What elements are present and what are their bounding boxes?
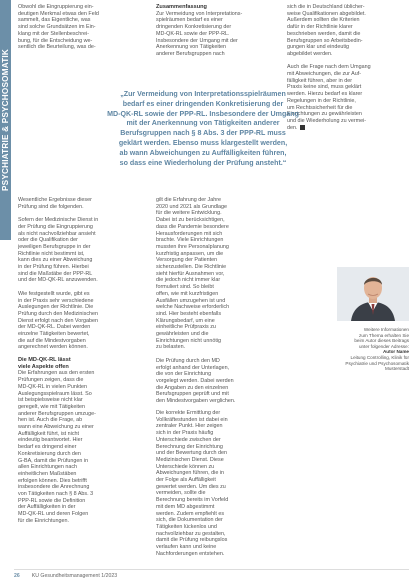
body-text-line: sentlich die Beurteilung, was de- — [18, 44, 96, 51]
body-text-line: dringenden Konkretisierung der — [156, 24, 232, 31]
body-text-line: um Rechtssicherheit für die — [287, 104, 353, 111]
body-text-line: Prüfung sind die folgenden. — [18, 203, 84, 210]
body-text-line: von Tätigkeiten nach § 8 Abs. 3 — [18, 491, 94, 498]
body-text-line: zentraler Punkt. Hier zeigen — [156, 423, 223, 430]
pull-quote — [58, 90, 348, 168]
column-2-top — [156, 4, 281, 58]
author-portrait-image — [337, 267, 409, 321]
body-text-line: spielräumen bedarf es einer — [156, 17, 223, 24]
body-text-line: vermeiden, sollte die — [156, 490, 206, 497]
section-subheading-2: viele Aspekte offen — [18, 363, 69, 370]
body-text-line: Richtlinie nicht bestimmt ist, — [18, 250, 85, 257]
body-text-line: Wesentliche Ergebnisse dieser — [18, 197, 92, 203]
publication-name: KU Gesundheitsmanagement 1/2023 — [31, 573, 118, 579]
body-text-line: MD-QK-RL sowie der PPP-RL. — [156, 30, 230, 37]
body-text-line: damit die Prüfung reibungslos — [156, 537, 228, 544]
body-text-line: eindeutig beantwortet. Hier — [18, 437, 83, 444]
body-text-line: sammelt, das Eigentliche, was — [18, 17, 91, 24]
body-text-line: die von der Einrichtung — [156, 371, 212, 378]
body-text-line: erfolgt anhand der Unterlagen, — [156, 364, 230, 371]
body-text-line: offen, wie mit kurzfristigen — [156, 290, 219, 297]
column-1-top — [18, 4, 143, 51]
body-text-line: Praxis keine sind, muss geklärt — [287, 84, 362, 91]
body-text-line: Medizinischen Dienst. Diese — [156, 456, 224, 463]
page-footer — [14, 569, 409, 582]
section-label: PSYCHIATRIE & PSYCHOSOMATIK — [1, 48, 10, 192]
body-text-line: mit dem MD abgestimmt — [156, 503, 215, 510]
body-text-line: bung, für die Entscheidung we- — [18, 37, 93, 44]
body-text-line: der MD-QK-RL. Dabei werden — [18, 324, 91, 331]
caption-line: Weitere Informationen — [363, 327, 409, 332]
pull-quote-line: geklärt werden. Ebenso muss klargestellt werden, — [118, 138, 288, 147]
body-text-line: Herausforderungen mit sich — [156, 230, 223, 237]
body-text-line: Die Erfahrungen aus den ersten — [18, 370, 95, 377]
caption-line: Musterstadt — [385, 366, 409, 372]
body-text-line: anderer Berufsgruppen nach — [156, 50, 225, 57]
body-text-line: Prüfung durch den Medizinischen — [18, 310, 99, 317]
body-text-line: Nachforderungen entstehen. — [156, 550, 225, 557]
column-2-continued — [156, 410, 281, 557]
body-text-line: kann dies zu einer Abweichung — [18, 257, 93, 264]
body-text-line: brachte. Viele Einrichtungen — [156, 237, 224, 244]
body-text-line: weise Qualifikationen abgebildet. — [287, 10, 366, 17]
body-text-line: abgebildet werden. — [287, 50, 333, 57]
body-text-line — [18, 284, 143, 291]
caption-line: beim Autor dieses Beitrags — [354, 338, 409, 344]
body-text-line: sieht hierfür Ausnahmen vor, — [156, 270, 225, 277]
body-text-line: in der Prüfung führen. Hierbei — [18, 264, 89, 271]
body-text-line: einzelne Tätigkeiten bewertet, — [18, 331, 90, 338]
body-text-line: beschrieben werden, damit die — [287, 30, 361, 37]
body-text-line: Unterschiede können zu — [156, 463, 215, 470]
caption-line: Leitung Controlling, Klinik für — [350, 354, 409, 360]
body-text-line: Klärungsbedarf, um eine — [156, 317, 215, 324]
body-text-line: sind solche Grundsätzen im Ein- — [18, 24, 96, 31]
body-text-line: Konkretisierung durch den — [18, 450, 81, 457]
body-text-line: kurzfristig anpassen, um die — [156, 250, 224, 257]
body-text-line: gewährleisten und die — [156, 331, 209, 338]
author-caption — [282, 327, 409, 372]
body-text-line: vorgelegt werden. Dabei werden — [156, 377, 234, 384]
body-text-line: Obwohl die Eingruppierung ein- — [18, 4, 94, 10]
pull-quote-line: bedarf es einer dringenden Konkretisierung der — [122, 99, 284, 108]
body-text-line: MD-QK-RL in vielen Punkten — [18, 383, 88, 390]
body-text-line: sind. Hier besteht ebenfalls — [156, 310, 222, 317]
body-text-line: und die Wiederholung zu vermei- — [287, 117, 367, 124]
body-text-line: der Folge als Auffälligkeit — [156, 477, 216, 484]
body-text-line: Auslegungsspielraum lässt. So — [18, 390, 92, 397]
body-text-line: Auch die Frage nach dem Umgang — [287, 64, 371, 71]
body-text-line: erfolgen können. Dies betrifft — [18, 477, 87, 484]
body-text-line: werden. Zudem empfiehlt es — [156, 510, 225, 517]
body-text-line: angerechnet werden können. — [18, 344, 88, 351]
body-text-line: Anerkennung von Tätigkeiten — [156, 44, 227, 51]
pull-quote-line: „Zur Vermeidung von Interpretationsspielräumen — [120, 90, 286, 98]
body-text-line: und der MD-QK-RL anzuwenden. — [18, 277, 98, 284]
body-text-line: deutigen Merkmal etwas den Feld — [18, 10, 99, 17]
body-text-line: gilt die Erfahrung der Jahre — [156, 197, 222, 203]
body-text-line — [18, 210, 143, 217]
body-text-line: sich, die Dokumentation der — [156, 517, 223, 524]
section-subheading: Die MD-QK-RL lässt — [18, 357, 71, 363]
body-text-line: Berechnung bereits im Vorfeld — [156, 497, 229, 504]
body-text-line: den Mindestvorgaben verglichen. — [156, 398, 236, 405]
pull-quote-line: mit der Anerkennung von Tätigkeiten anderer — [126, 119, 280, 128]
page-number: 26 — [14, 573, 20, 579]
body-text-line: Ausfällen umzugehen ist und — [156, 297, 226, 304]
body-text-line: insbesondere die Anrechnung — [18, 484, 90, 491]
body-text-line: verlaufen kann und keine — [156, 544, 217, 551]
body-text-line: mit Abweichungen, die zur Auf- — [287, 71, 362, 78]
pull-quote-line: MD-QK-RL sowie der PPP-RL. Insbesondere der Umgang — [107, 109, 299, 118]
body-text-line: Zur Vermeidung von Interpretations- — [156, 10, 243, 17]
body-text-line: Die korrekte Ermittlung der — [156, 410, 221, 416]
body-text-line: Auffälligkeit führt, ist nicht — [18, 430, 80, 437]
body-text-line: gewertet werden. Um dies zu — [156, 483, 226, 490]
body-text-line: anderer Berufsgruppen umzuge- — [18, 410, 96, 417]
body-text-line: Berufsgruppen geprüft und mit — [156, 391, 229, 398]
body-text-line: Einrichtungen zu gewährleisten — [287, 111, 362, 118]
body-text-line: in der Praxis sehr verschiedene — [18, 297, 94, 304]
body-text-line: als nicht nachvollziehbar ansieht — [18, 230, 96, 237]
body-text-line: wann eine Abweichung zu einer — [18, 424, 94, 431]
body-text-line: Berufsgruppen so Arbeitsbedin- — [287, 37, 363, 44]
body-text-line: Wie festgestellt wurde, gibt es — [18, 290, 90, 297]
body-text-line: Prüfungen zeigen, dass die — [18, 377, 84, 384]
body-text-line: Insbesondere der Umgang mit der — [156, 37, 238, 44]
body-text-line: den. — [287, 125, 409, 132]
body-text-line: der Prüfung die Eingruppierung — [18, 223, 93, 230]
body-text-line: mussten ihre Personalplanung — [156, 243, 229, 250]
pull-quote-line: Berufsgruppen nach § 8 Abs. 3 der PPP-RL muss — [120, 129, 286, 138]
body-text-line: dass die Pandemie besondere — [156, 223, 229, 230]
author-photo — [337, 267, 409, 321]
body-text-line: sind die Maßstäbe der PPP-RL — [18, 270, 93, 277]
body-text-line: Die Prüfung durch den MD — [156, 357, 220, 364]
caption-line: unter folgender Adresse: — [358, 343, 409, 349]
body-text-line: Versorgung der Patienten — [156, 257, 218, 264]
body-text-line: 2020 und 2021 als Grundlage — [156, 203, 228, 210]
body-text-line: klang mit der Stellenbeschrei- — [18, 30, 90, 37]
body-text-line: Abweichungen führen, die in — [156, 470, 225, 477]
body-text-line: Auslegungen der Richtlinie. Die — [18, 304, 94, 311]
body-text-line: Dienst erfolgt nach den Vorgaben — [18, 317, 99, 324]
body-text-line: sich in der Praxis häufig — [156, 430, 214, 437]
body-text-line: die jedoch nicht immer klar — [156, 277, 221, 284]
body-text-line: geregelt, wie mit Tätigkeiten — [18, 403, 86, 410]
body-text-line: nachvollziehbar zu gestalten, — [156, 530, 226, 537]
column-1-section — [18, 357, 143, 525]
body-text-line: PPP-RL sowie die Definition — [18, 497, 86, 504]
body-text-line: Dabei ist zu berücksichtigen, — [156, 217, 225, 224]
body-text-line: Unterschiede zwischen der — [156, 436, 221, 443]
body-text-line: Tätigkeiten lückenlos und — [156, 523, 217, 530]
body-text-line: und der Bewertung durch den — [156, 450, 228, 457]
body-text-line: Regelungen in der Richtlinie, — [287, 97, 356, 104]
pull-quote-line: so dass eine Wiederholung der Prüfung ansteht.“ — [119, 158, 287, 167]
body-text-line: oder die Qualifikation der — [18, 237, 78, 244]
body-text-line: Außerdem sollten die Kriterien — [287, 17, 360, 24]
body-text-line: ist beispielsweise nicht klar — [18, 397, 83, 404]
body-text-line: Einrichtungen nicht unnötig — [156, 337, 222, 344]
pull-quote-line: ab wann Abweichungen zu Auffälligkeiten führen, — [119, 148, 287, 157]
caption-line: zum Thema erhalten Sie — [359, 332, 409, 338]
body-text-line: allen Einrichtungen nach — [18, 464, 78, 471]
body-text-line: werden. Hierzu bedarf es klarer — [287, 91, 363, 98]
body-text-line: hen ist. Auch die Frage, ab — [18, 417, 83, 424]
body-text-line: formuliert sind. So bleibt — [156, 284, 214, 291]
body-text-line: Berechnung der Einrichtung — [156, 443, 223, 450]
body-text-line: dafür in der Richtlinie klarer — [287, 24, 353, 31]
body-text-line: sich die in Deutschland üblicher- — [287, 4, 365, 10]
body-text-line: einheitliche Prüfpraxis zu — [156, 324, 216, 331]
body-text-line — [287, 58, 409, 65]
column-1-body — [18, 197, 143, 351]
column-2-body — [156, 197, 281, 405]
body-text-line: bedarf es dringend einer — [18, 444, 77, 451]
body-text-line: für die Einrichtungen. — [18, 517, 69, 524]
body-text-line: zu belasten. — [156, 344, 186, 351]
body-text-line: Vollkräftestunden ist dabei ein — [156, 416, 228, 423]
body-text-line: Sofern der Medizinische Dienst in — [18, 217, 99, 224]
body-text-line: der Auffälligkeiten in der — [18, 504, 76, 511]
summary-heading: Zusammenfassung — [156, 4, 207, 10]
sidebar — [0, 0, 11, 585]
body-text-line: welche Nachweise erforderlich — [156, 304, 230, 311]
body-text-line: sicherzustellen. Die Richtlinie — [156, 264, 227, 271]
body-text-line: MD-QK-RL und deren Folgen — [18, 511, 89, 518]
body-text-line: einheitlichen Maßstäben — [18, 470, 77, 477]
body-text-line: G-BA, damit die Prüfungen in — [18, 457, 89, 464]
author-name: Autor Name — [382, 349, 409, 355]
body-text-line: jeweiligen Berufsgruppe in der — [18, 243, 91, 250]
body-text-line: fälligkeit führen, aber in der — [287, 77, 353, 84]
body-text-line: die Angaben zu den einzelnen — [156, 384, 229, 391]
body-text-line: die auf die Mindestvorgaben — [18, 337, 86, 344]
body-text-line: für die weitere Entwicklung. — [156, 210, 222, 217]
body-text-line: gungen klar und eindeutig — [287, 44, 350, 51]
caption-line: Psychiatrie und Psychosomatik — [345, 360, 409, 366]
body-text-line — [156, 351, 281, 358]
